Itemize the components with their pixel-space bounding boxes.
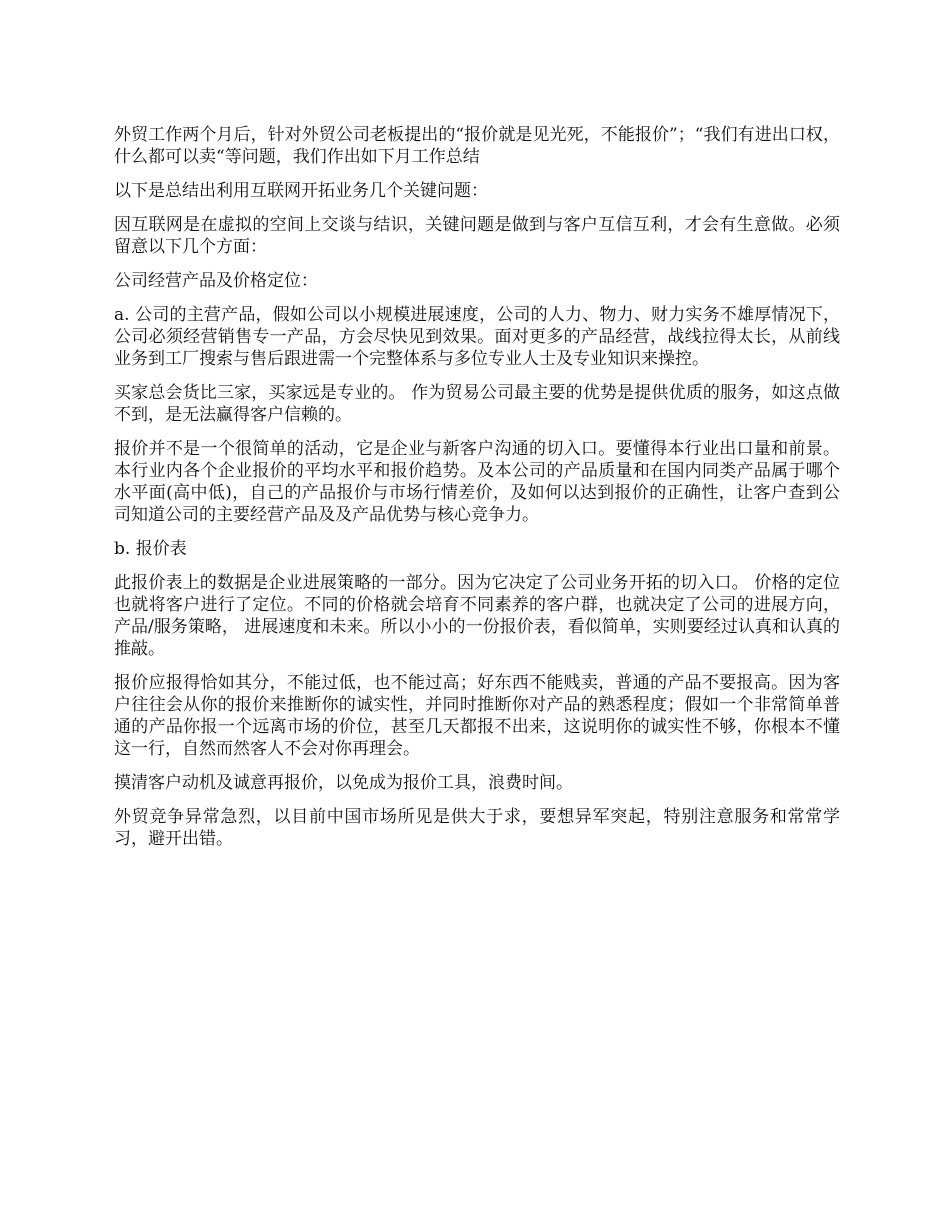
internet-trust-paragraph: 因互联网是在虚拟的空间上交谈与结识，关键问题是做到与客户互信互利，才会有生意做。必须留意以下几个方面： — [114, 215, 840, 257]
product-pricing-heading: 公司经营产品及价格定位： — [114, 271, 318, 291]
intro-paragraph: 外贸工作两个月后，针对外贸公司老板提出的“报价就是见光死，不能报价”；“我们有进出口权，什么都可以卖“等问题，我们作出如下月工作总结 — [114, 125, 840, 167]
competition-paragraph: 外贸竞争异常急烈，以目前中国市场所见是供大于求，要想异军突起，特别注意服务和常常学习，避开出错。 — [114, 807, 840, 849]
price-list-strategy-paragraph: 此报价表上的数据是企业进展策略的一部分。因为它决定了公司业务开拓的切入口。 价格的定位也就将客户进行了定位。不同的价格就会培育不同素养的客户群，也就决定了公司的进展方向，产品/服务策略， 进展速度和未来。所以小小的一份报价表，看似简单，实则要经过认真和认真的推敲。 — [114, 573, 840, 659]
quotation-activity-paragraph: 报价并不是一个很简单的活动，它是企业与新客户沟通的切入口。要懂得本行业出口量和前景。本行业内各个企业报价的平均水平和报价趋势。及本公司的产品质量和在国内同类产品属于哪个水平面(高中低)，自己的产品报价与市场行情差价，及如何以达到报价的正确性，让客户查到公司知道公司的主要经营产品及及产品优势与核心竞争力。 — [114, 439, 840, 525]
main-product-paragraph: a. 公司的主营产品，假如公司以小规模进展速度，公司的人力、物力、财力实务不雄厚情况下，公司必须经营销售专一产品，方会尽快见到效果。面对更多的产品经营，战线拉得太长，从前线业务到工厂搜索与售后跟进需一个完整体系与多位专业人士及专业知识来操控。 — [114, 305, 840, 369]
customer-motive-paragraph: 摸清客户动机及诚意再报价，以免成为报价工具，浪费时间。 — [114, 773, 573, 793]
buyer-comparison-paragraph: 买家总会货比三家，买家远是专业的。 作为贸易公司最主要的优势是提供优质的服务，如这点做不到，是无法赢得客户信赖的。 — [114, 383, 840, 425]
key-issues-heading: 以下是总结出利用互联网开拓业务几个关键问题： — [114, 181, 488, 201]
document-page — [114, 124, 840, 862]
appropriate-quote-paragraph: 报价应报得恰如其分，不能过低，也不能过高；好东西不能贱卖，普通的产品不要报高。因为客户往往会从你的报价来推断你的诚实性，并同时推断你对产品的熟悉程度；假如一个非常简单普通的产品你报一个远离市场的价位，甚至几天都报不出来，这说明你的诚实性不够，你根本不懂这一行，自然而然客人不会对你再理会。 — [114, 673, 840, 759]
price-list-heading: b. 报价表 — [114, 539, 187, 559]
